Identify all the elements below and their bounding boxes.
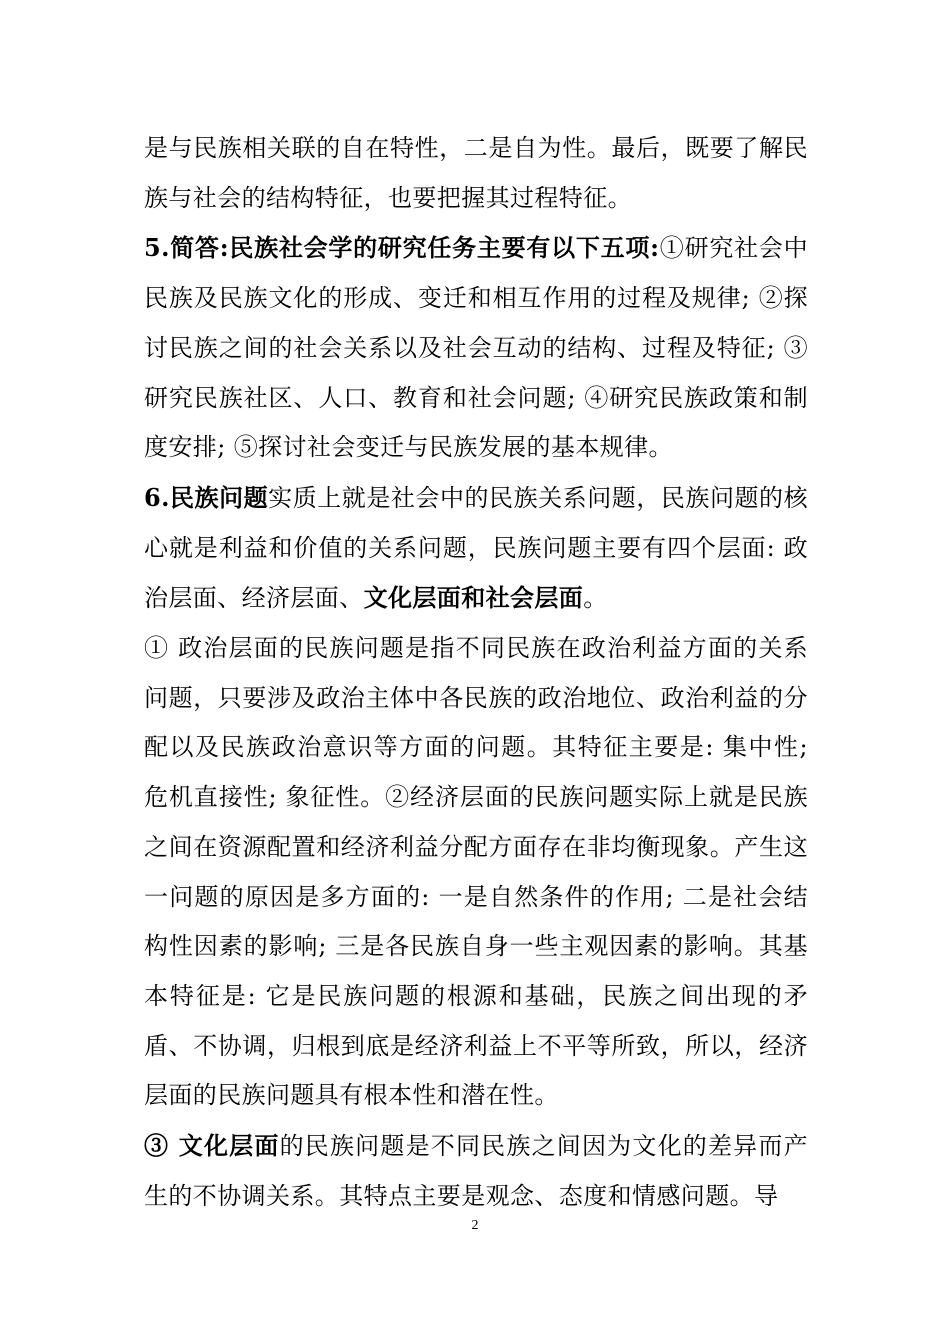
text-segment: 实质上就是社会中的民族关系问题，民族问题的核心就是利益和价值的关系问题，民族问题主要有四个层面: 政治层面、经济层面、 [144, 483, 808, 613]
bold-phrase: 文化层面和社会层面 [363, 583, 584, 613]
paragraph-5 [144, 1121, 808, 1221]
paragraph-3 [144, 473, 808, 624]
text-segment: ①研究社会中民族及民族文化的形成、变迁和相互作用的过程及规律; ②探讨民族之间的社会关系以及社会互动的结构、过程及特征; ③研究民族社区、人口、教育和社会问题; ④研究民族政策和制度安排; ⑤探讨社会变迁与民族发展的基本规律。 [144, 234, 808, 462]
paragraph-2 [144, 223, 808, 473]
text-segment: 。 [583, 584, 608, 613]
bold-heading: 5.简答:民族社会学的研究任务主要有以下五项: [144, 233, 660, 263]
bold-heading: ③ 文化层面 [144, 1131, 280, 1161]
text-segment: 的民族问题是不同民族之间因为文化的差异而产生的不协调关系。其特点主要是观念、态度和情感问题。导 [144, 1132, 808, 1210]
text-segment: 是与民族相关联的自在特性，二是自为性。最后，既要了解民族与社会的结构特征，也要把握其过程特征。 [144, 134, 808, 212]
bold-heading: 6.民族问题 [144, 482, 269, 512]
page-number: 2 [471, 1218, 479, 1233]
body-text [144, 124, 808, 1221]
paragraph-1 [144, 124, 808, 223]
paragraph-4 [144, 624, 808, 1121]
text-segment: ① 政治层面的民族问题是指不同民族在政治利益方面的关系问题，只要涉及政治主体中各民族的政治地位、政治利益的分配以及民族政治意识等方面的问题。其特征主要是: 集中性; 危机直接性; 象征性。②经济层面的民族问题实际上就是民族之间在资源配置和经济利益分配方面存在非均衡现象。产生这一问题的原因是多方面的: 一是自然条件的作用; 二是社会结构性因素的影响; 三是各民族自身一些主观因素的影响。其基本特征是: 它是民族问题的根源和基础，民族之间出现的矛盾、不协调，归根到底是经济利益上不平等所致，所以，经济层面的民族问题具有根本性和潜在性。 [144, 634, 808, 1110]
